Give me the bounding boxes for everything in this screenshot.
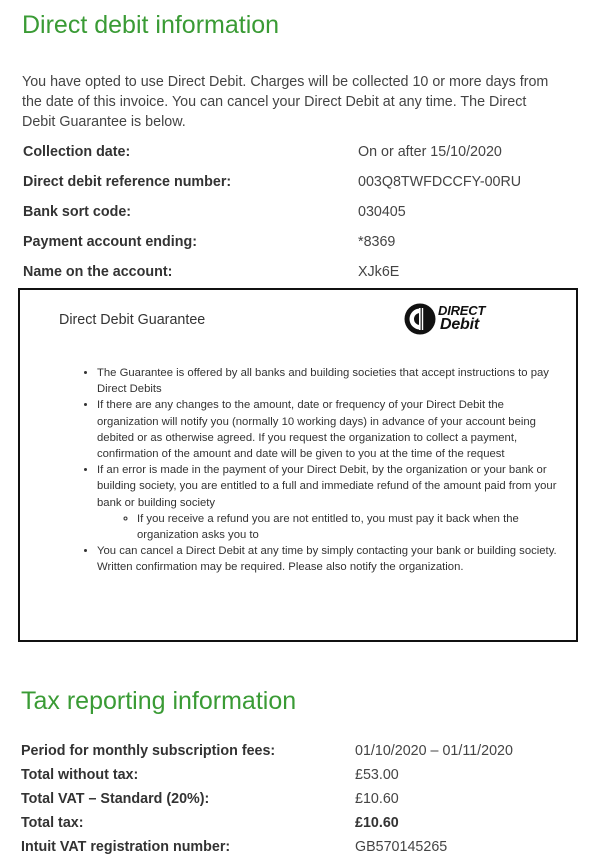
reference-number-label: Direct debit reference number: — [23, 174, 232, 190]
subscription-period-label: Period for monthly subscription fees: — [21, 743, 276, 759]
total-without-tax-label: Total without tax: — [21, 767, 139, 783]
total-without-tax-value: £53.00 — [355, 767, 399, 783]
account-name-value: XJk6E — [358, 264, 400, 280]
logo-word-direct: DIRECT — [438, 303, 486, 318]
account-ending-label: Payment account ending: — [23, 234, 197, 250]
total-tax-label: Total tax: — [21, 815, 84, 831]
guarantee-item-text: If an error is made in the payment of your Direct Debit, by the organization or your bank or building society, you are entitled to a full and immediate refund of the amount paid from your bank or building society — [97, 464, 557, 509]
direct-debit-logo — [403, 302, 508, 336]
collection-date-value: On or after 15/10/2020 — [358, 144, 502, 160]
collection-date-label: Collection date: — [23, 144, 131, 160]
guarantee-list — [80, 365, 557, 576]
guarantee-subitem: ◦ If you receive a refund you are not entitled to, you must pay it back when the organization asks you to — [137, 511, 557, 543]
reference-number-value: 003Q8TWFDCCFY-00RU — [358, 174, 522, 190]
direct-debit-intro: You have opted to use Direct Debit. Charges will be collected 10 or more days from the date of this invoice. You can cancel your Direct Debit at any time. The Direct Debit Guarantee is below. — [22, 74, 549, 130]
guarantee-sublist — [97, 511, 557, 543]
direct-debit-logo-text — [438, 305, 485, 333]
total-vat-value: £10.60 — [355, 791, 399, 807]
logo-word-debit: Debit — [440, 316, 480, 333]
account-name-label: Name on the account: — [23, 264, 173, 280]
subscription-period-value: 01/10/2020 – 01/11/2020 — [355, 743, 513, 759]
direct-debit-guarantee-box — [18, 288, 578, 642]
sort-code-label: Bank sort code: — [23, 204, 132, 220]
vat-registration-value: GB570145265 — [355, 839, 448, 855]
guarantee-title: Direct Debit Guarantee — [59, 312, 206, 328]
vat-registration-label: Intuit VAT registration number: — [21, 839, 231, 855]
guarantee-item: • You can cancel a Direct Debit at any time by simply contacting your bank or building society. Written confirmation may be required. Please also notify the organization. — [97, 543, 557, 575]
guarantee-item: • The Guarantee is offered by all banks and building societies that accept instructions to pay Direct Debits — [97, 365, 557, 397]
tax-heading: Tax reporting information — [21, 687, 297, 715]
direct-debit-heading: Direct debit information — [22, 11, 280, 39]
account-ending-value: *8369 — [358, 234, 396, 250]
guarantee-item: • If there are any changes to the amount, date or frequency of your Direct Debit the organization will notify you (normally 10 working days) in advance of your account being debited or as otherwise agreed. If you request the organization to collect a payment, confirmation of the amount and date will be given to you at the time of the request — [97, 397, 557, 462]
total-tax-value: £10.60 — [355, 815, 399, 831]
sort-code-value: 030405 — [358, 204, 406, 220]
guarantee-item — [97, 462, 557, 543]
total-vat-label: Total VAT – Standard (20%): — [21, 791, 210, 807]
direct-debit-logo-icon — [403, 302, 437, 336]
